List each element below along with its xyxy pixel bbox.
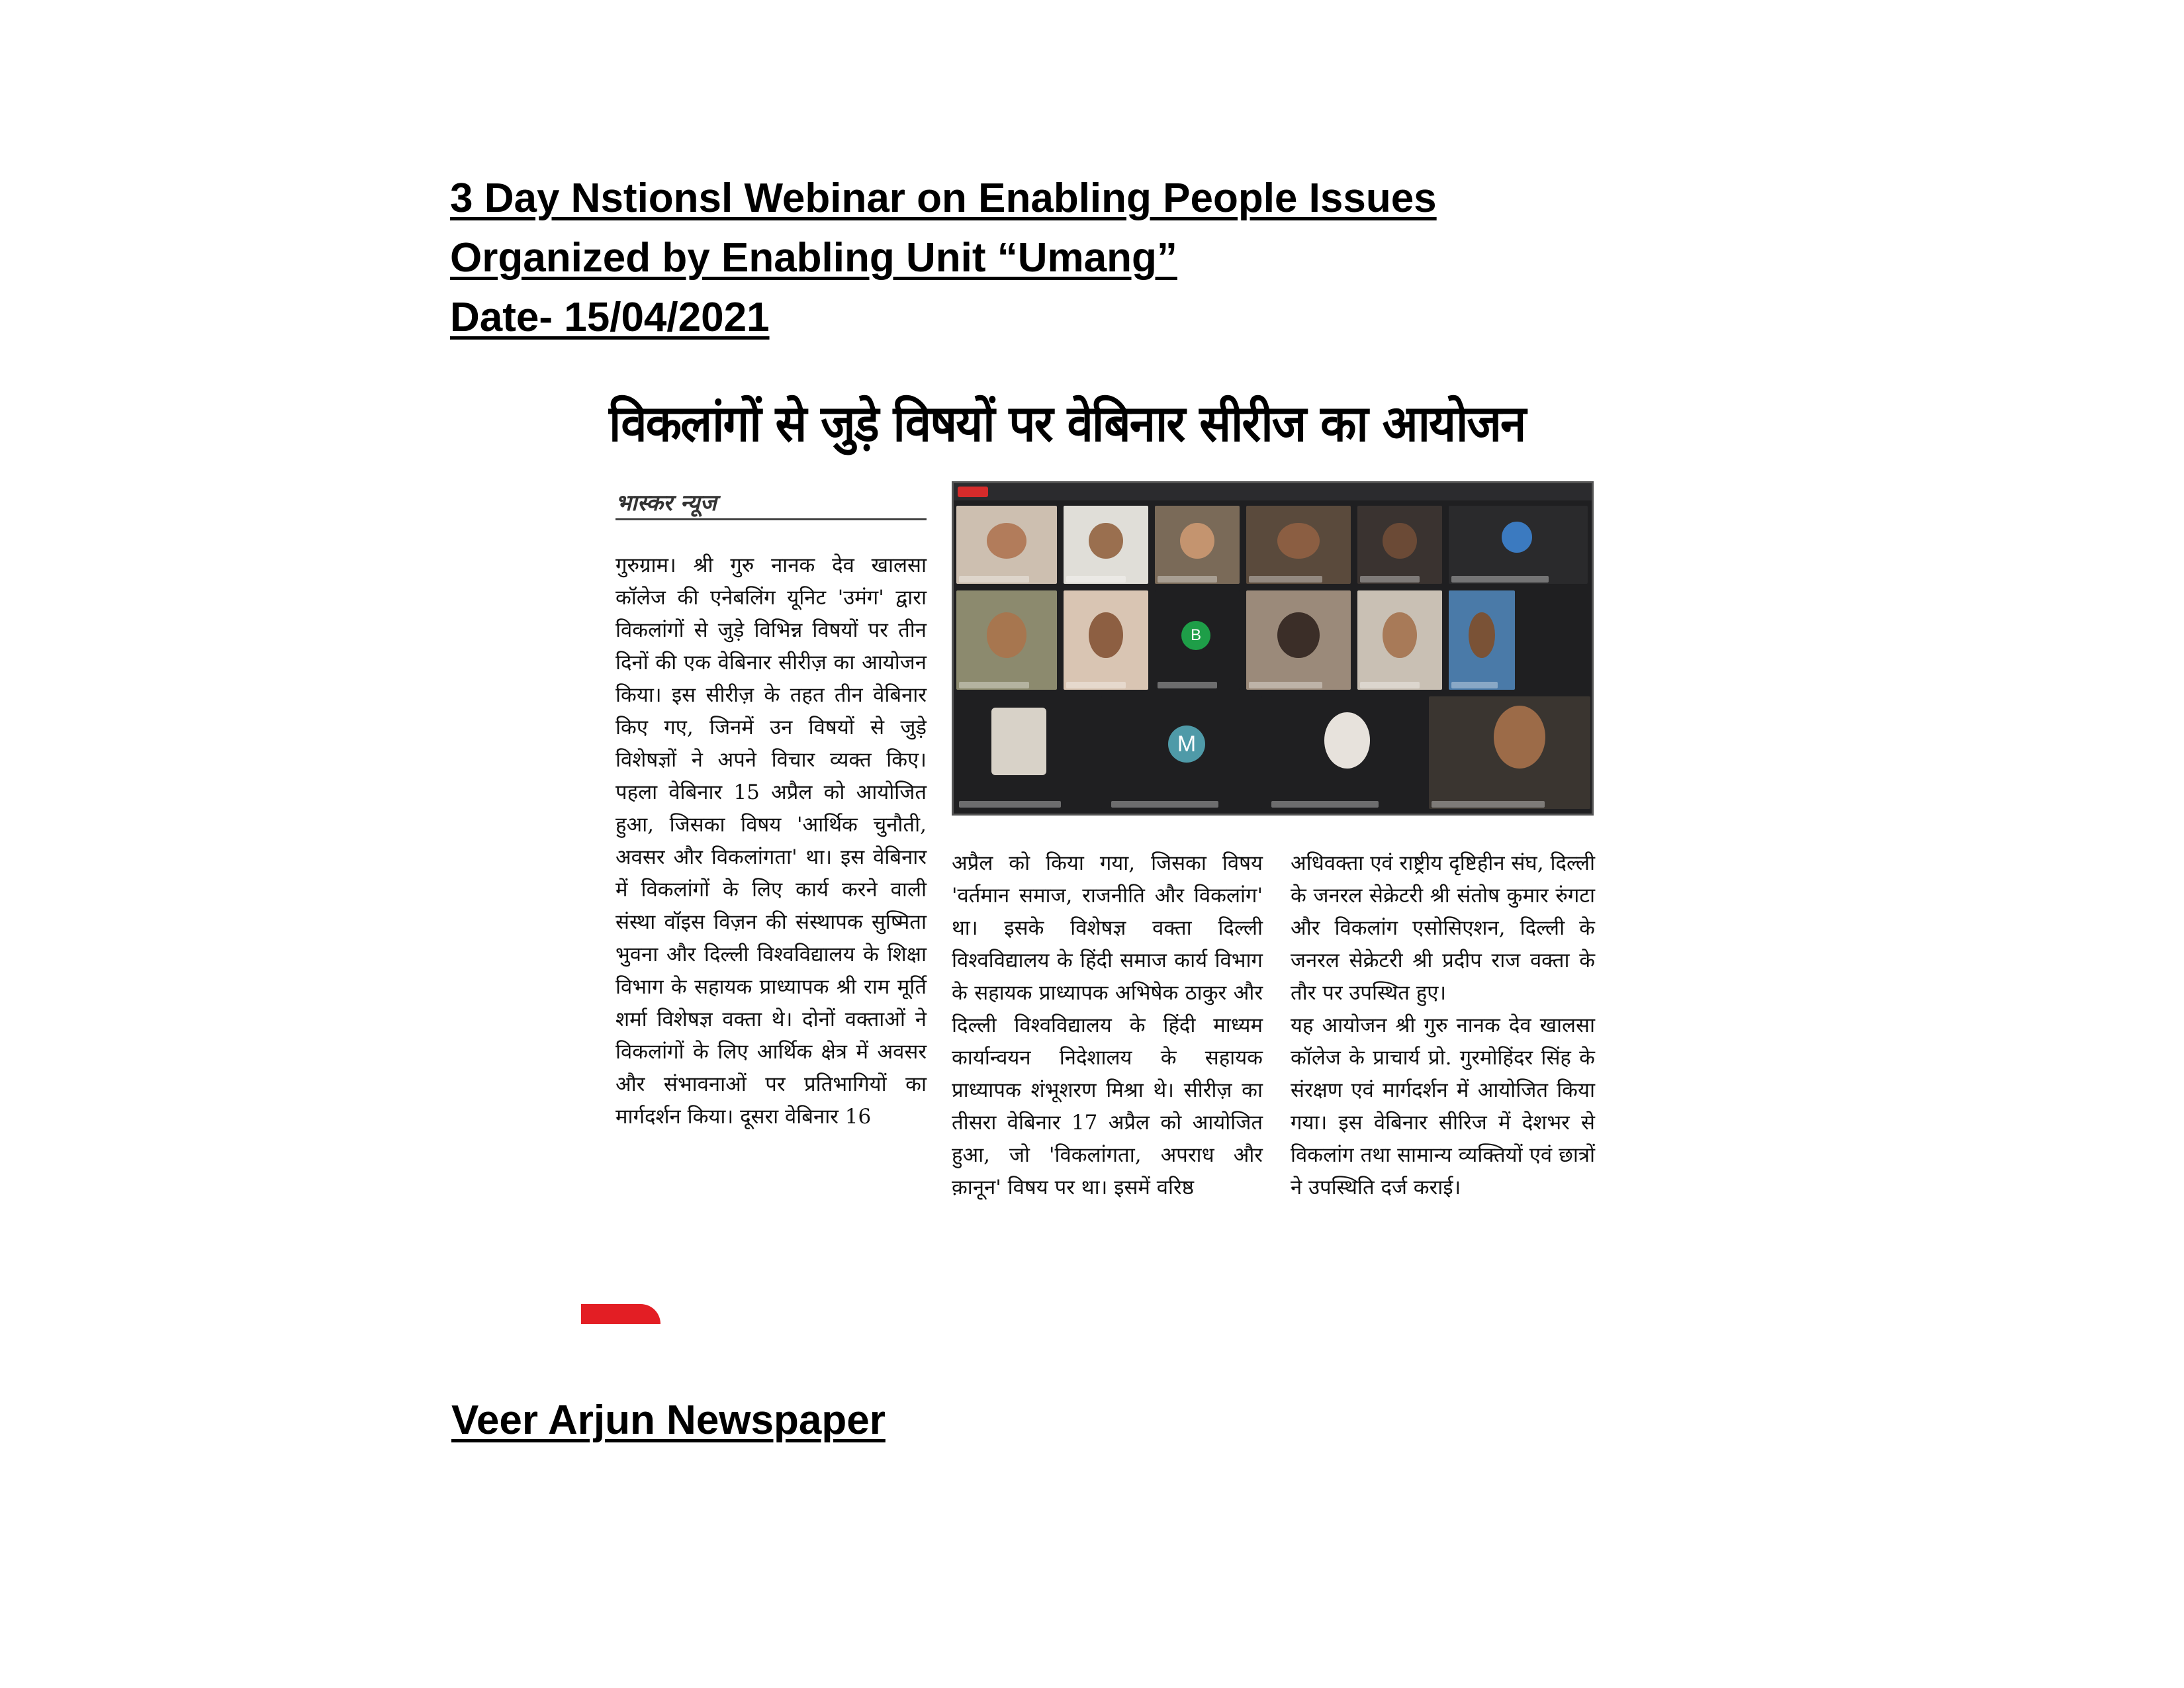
heading-block	[450, 169, 1437, 348]
participant-tile	[1449, 506, 1588, 584]
avatar: B	[1181, 621, 1210, 650]
article-column-3	[1291, 847, 1595, 1204]
participant-tile	[1429, 696, 1590, 809]
participant-tile	[1357, 506, 1442, 584]
article-column-1	[615, 549, 927, 1133]
red-accent-mark	[581, 1304, 660, 1324]
clipping-headline: विकलांगों से जुड़े विषयों पर वेबिनार सीरीज का आयोजन	[609, 394, 1525, 453]
column-2-text: अप्रैल को किया गया, जिसका विषय 'वर्तमान समाज, राजनीति और विकलांग' था। इसके विशेषज्ञ वक्ता दिल्ली विश्वविद्यालय के हिंदी समाज कार्य विभाग के सहायक प्राध्यापक अभिषेक ठाकुर और दिल्ली विश्वविद्यालय के हिंदी माध्यम कार्यान्वयन निदेशालय के सहायक प्राध्यापक शंभूशरण मिश्रा थे। सीरीज़ का तीसरा वेबिनार 17 अप्रैल को आयोजित हुआ, जो 'विकलांगता, अपराध और क़ानून' विषय पर था। इसमें वरिष्ठ	[952, 851, 1263, 1199]
participant-tile	[1357, 590, 1442, 690]
video-call-topbar	[954, 483, 1592, 500]
participant-tile	[956, 506, 1057, 584]
heading-date: Date- 15/04/2021	[450, 295, 770, 340]
heading-title: 3 Day Nstionsl Webinar on Enabling People Issues	[450, 175, 1437, 221]
participant-tile	[1246, 590, 1351, 690]
column-1-text: गुरुग्राम। श्री गुरु नानक देव खालसा कॉलेज की एनेबलिंग यूनिट 'उमंग' द्वारा विकलांगों से जुड़े विभिन्न विषयों पर तीन दिनों की एक वेबिनार सीरीज़ का आयोजन किया। इस सीरीज़ के तहत तीन वेबिनार किए गए, जिनमें उन विषयों से जुड़े विशेषज्ञों ने अपने विचार व्यक्त किए। पहला वेबिनार 15 अप्रैल को आयोजित हुआ, जिसका विषय 'आर्थिक चुनौती, अवसर और विकलांगता' था। इस वेबिनार में विकलांगों के लिए कार्य करने वाली संस्था वॉइस विज़न की संस्थापक सुष्मिता भुवना और दिल्ली विश्वविद्यालय के शिक्षा विभाग के सहायक प्राध्यापक श्री राम मूर्ति शर्मा विशेषज्ञ वक्ता थे। दोनों वक्ताओं ने विकलांगों के लिए आर्थिक क्षेत्र में अवसर और संभावनाओं पर प्रतिभागियों का मार्गदर्शन किया। दूसरा वेबिनार 16	[615, 553, 927, 1129]
column-3-paragraph-2: यह आयोजन श्री गुरु नानक देव खालसा कॉलेज के प्राचार्य प्रो. गुरमोहिंदर सिंह के संरक्षण एवं मार्गदर्शन में आयोजित किया गया। इस वेबिनार सीरिज में देशभर से विकलांग तथा सामान्य व्यक्तियों एवं छात्रों ने उपस्थिति दर्ज कराई।	[1291, 1013, 1595, 1199]
participant-tile	[956, 696, 1102, 809]
recording-indicator-icon	[958, 487, 988, 497]
article-column-2	[952, 847, 1263, 1204]
participant-tile	[1064, 590, 1148, 690]
participant-tile	[1269, 696, 1422, 809]
participant-tile	[1109, 696, 1262, 809]
column-3-paragraph-1: अधिवक्ता एवं राष्ट्रीय दृष्टिहीन संघ, दिल्ली के जनरल सेक्रेटरी श्री संतोष कुमार रुंगटा और विकलांग एसोसिएशन, दिल्ली के जनरल सेक्रेटरी श्री प्रदीप राज वक्ता के तौर पर उपस्थित हुए।	[1291, 851, 1595, 1005]
participant-tile	[956, 590, 1057, 690]
newspaper-clipping	[582, 387, 1602, 1314]
byline-divider	[615, 518, 927, 520]
participant-tile	[1155, 590, 1240, 690]
participant-tile	[1064, 506, 1148, 584]
avatar: M	[1168, 726, 1205, 763]
heading-organizer: Organized by Enabling Unit “Umang”	[450, 235, 1177, 281]
newspaper-source: Veer Arjun Newspaper	[451, 1397, 886, 1443]
clipping-byline: भास्कर न्यूज	[615, 490, 717, 516]
participant-tile	[1155, 506, 1240, 584]
participant-tile	[1449, 590, 1515, 690]
participant-tile	[1246, 506, 1351, 584]
webinar-screenshot-photo	[952, 481, 1594, 816]
